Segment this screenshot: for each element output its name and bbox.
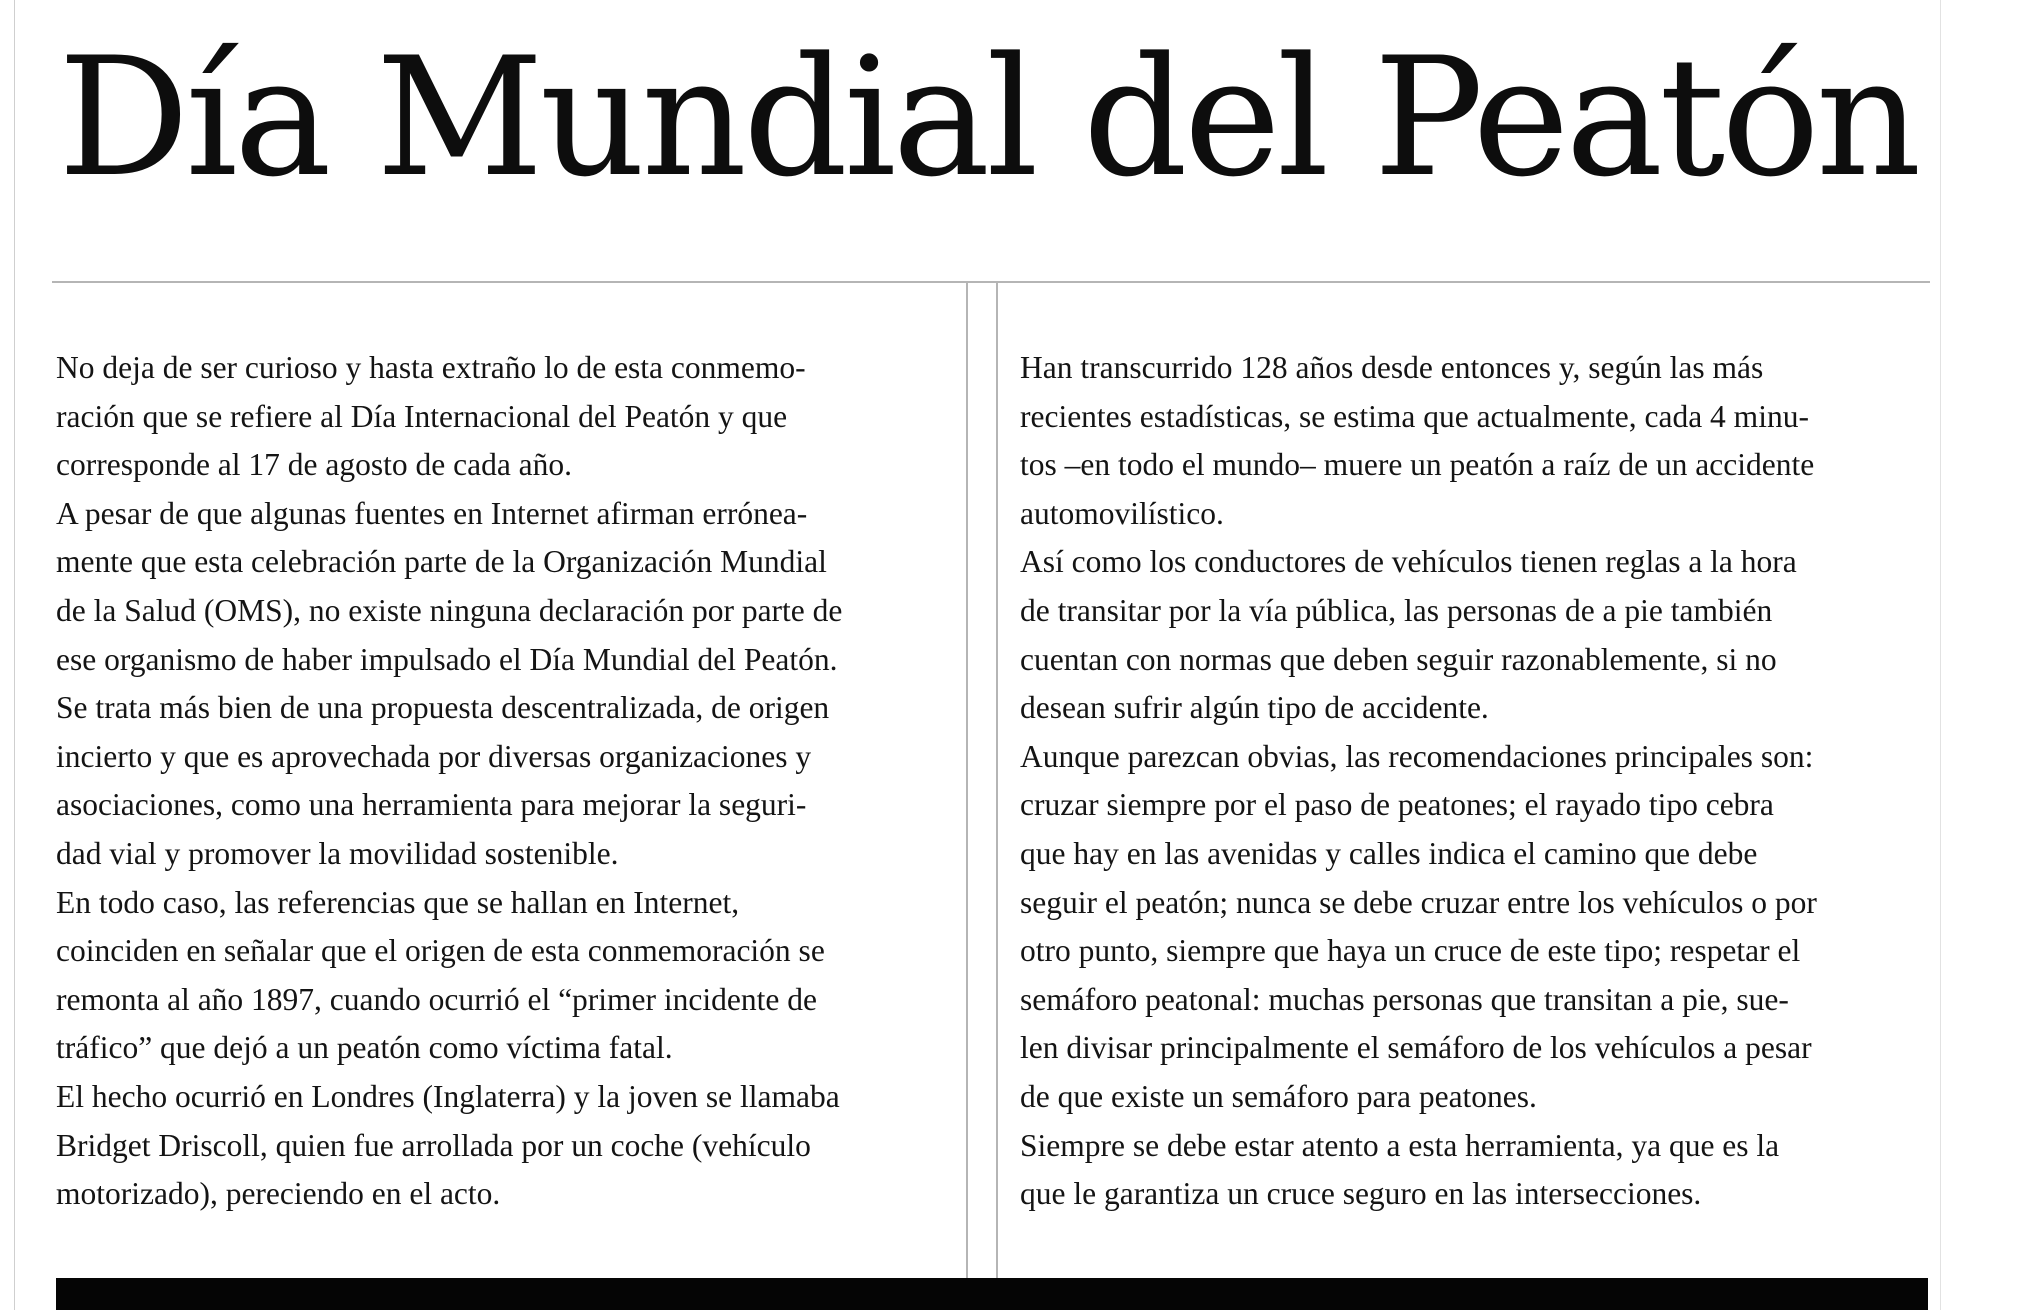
text-line: de transitar por la vía pública, las personas de a pie también	[1020, 592, 1773, 628]
footer-bar	[56, 1278, 1928, 1310]
text-line: A pesar de que algunas fuentes en Internet afirman erróneа-	[56, 495, 808, 531]
text-line: semáforo peatonal: muchas personas que transitan a pie, sue-	[1020, 981, 1789, 1017]
text-line: otro punto, siempre que haya un cruce de este tipo; respetar el	[1020, 933, 1801, 969]
text-line: Bridget Driscoll, quien fue arrollada por un coche (vehículo	[56, 1127, 811, 1163]
text-line: recientes estadísticas, se estima que actualmente, cada 4 minu-	[1020, 398, 1809, 434]
title-divider	[52, 281, 1930, 283]
text-line: En todo caso, las referencias que se hallan en Internet,	[56, 884, 740, 920]
text-line: seguir el peatón; nunca se debe cruzar entre los vehículos o por	[1020, 884, 1817, 920]
page-edge-right	[1940, 0, 1941, 1310]
left-column	[56, 344, 976, 1219]
text-line: que le garantiza un cruce seguro en las intersecciones.	[1020, 1176, 1702, 1212]
text-line: de la Salud (OMS), no existe ninguna declaración por parte de	[56, 592, 843, 628]
text-line: desean sufrir algún tipo de accidente.	[1020, 690, 1489, 726]
text-line: mente que esta celebración parte de la Organización Mundial	[56, 544, 827, 580]
article-title: Día Mundial del Peatón	[58, 22, 1918, 213]
text-line: El hecho ocurrió en Londres (Inglaterra) y la joven se llamaba	[56, 1078, 840, 1114]
text-line: ración que se refiere al Día Internacional del Peatón y que	[56, 398, 788, 434]
text-line: Se trata más bien de una propuesta descentralizada, de origen	[56, 690, 830, 726]
text-line: cruzar siempre por el paso de peatones; el rayado tipo cebra	[1020, 787, 1774, 823]
text-line: remonta al año 1897, cuando ocurrió el “primer incidente de	[56, 981, 817, 1017]
text-line: motorizado), pereciendo en el acto.	[56, 1176, 501, 1212]
text-line: dad vial y promover la movilidad sostenible.	[56, 835, 619, 871]
text-line: Aunque parezcan obvias, las recomendaciones principales son:	[1020, 738, 1814, 774]
page-edge-left	[14, 0, 15, 1310]
text-line: automovilístico.	[1020, 495, 1224, 531]
text-line: tos –en todo el mundo– muere un peatón a raíz de un accidente	[1020, 447, 1815, 483]
text-line: de que existe un semáforo para peatones.	[1020, 1078, 1537, 1114]
text-line: tráfico” que dejó a un peatón como víctima fatal.	[56, 1030, 673, 1066]
text-line: que hay en las avenidas y calles indica el camino que debe	[1020, 835, 1758, 871]
text-line: Así como los conductores de vehículos tienen reglas a la hora	[1020, 544, 1797, 580]
text-line: asociaciones, como una herramienta para mejorar la seguri-	[56, 787, 807, 823]
text-line: corresponde al 17 de agosto de cada año.	[56, 447, 573, 483]
right-column	[1020, 344, 1940, 1219]
text-line: cuentan con normas que deben seguir razonablemente, si no	[1020, 641, 1777, 677]
text-line: Han transcurrido 128 años desde entonces y, según las más	[1020, 350, 1764, 385]
text-line: No deja de ser curioso y hasta extraño lo de esta conmemo-	[56, 350, 806, 385]
text-line: ese organismo de haber impulsado el Día Mundial del Peatón.	[56, 641, 838, 677]
text-line: incierto y que es aprovechada por diversas organizaciones y	[56, 738, 812, 774]
text-line: len divisar principalmente el semáforo de los vehículos a pesar	[1020, 1030, 1812, 1066]
text-line: coinciden en señalar que el origen de esta conmemoración se	[56, 933, 825, 969]
text-line: Siempre se debe estar atento a esta herramienta, ya que es la	[1020, 1127, 1780, 1163]
column-divider-right-line	[996, 283, 998, 1278]
